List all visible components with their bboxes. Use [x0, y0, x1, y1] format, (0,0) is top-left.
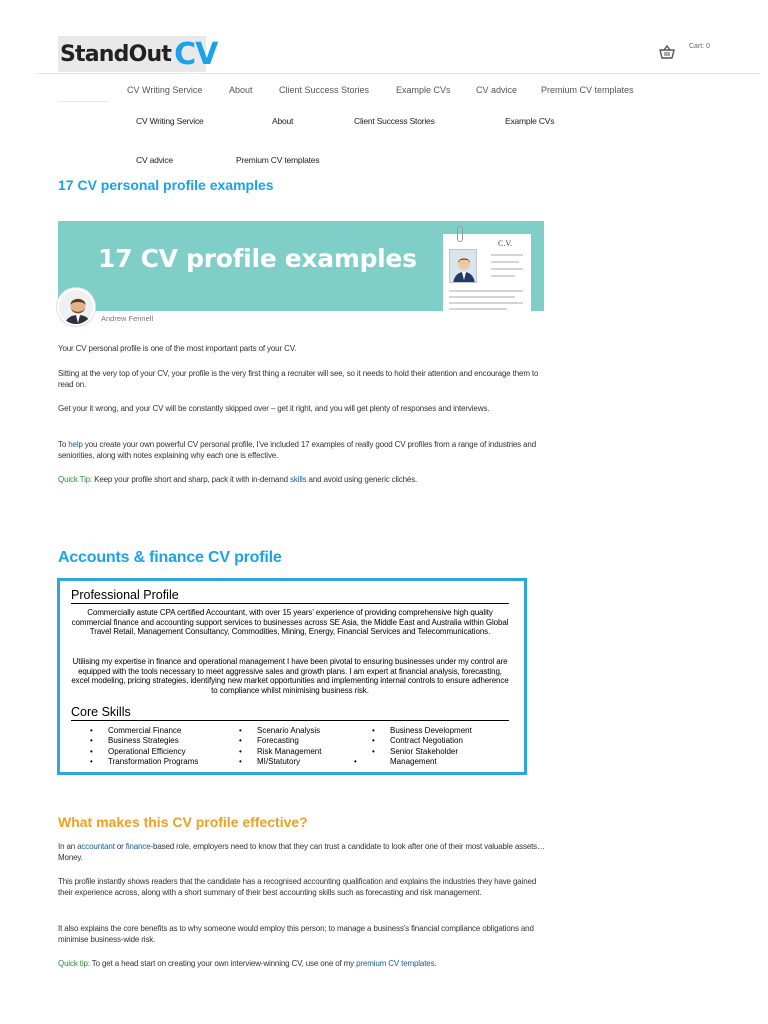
menu-about[interactable]: About — [272, 116, 294, 126]
skills-rule — [71, 720, 509, 721]
menu-cv-advice[interactable]: CV advice — [136, 155, 173, 165]
menu-premium-cv-templates[interactable]: Premium CV templates — [236, 155, 320, 165]
body-paragraph-1: In an accountant or finance-based role, employers need to know that they can trust a candidate to look after one of their most valuable assets… Money. — [58, 842, 545, 862]
skill-item: • MI/Statutory — [257, 757, 300, 767]
skill-item: • Senior Stakeholder — [390, 747, 458, 757]
skill-item: • Scenario Analysis — [257, 726, 320, 736]
menu-cv-writing-service[interactable]: CV Writing Service — [136, 116, 204, 126]
nav-divider — [58, 101, 108, 102]
skill-item: • Operational Efficiency — [108, 747, 186, 757]
body-paragraph-3: It also explains the core benefits as to why someone would employ this person; to manage a business's financial compliance obligations and minimise business-wide risk. — [58, 924, 534, 944]
profile-paragraph-1: Commercially astute CPA certified Accountant, with over 15 years' experience of providing comprehensive high quality commercial finance and accounting support services to businesses across SE Asia, the Middle East and Australia within Global Travel Retail, Management Consultancy, Commodities, Mining, Energy, Financial Services and Telecommunications. — [71, 608, 509, 636]
page-title: 17 CV personal profile examples — [58, 177, 274, 193]
help-link[interactable]: help — [68, 440, 83, 449]
nav-cv-advice[interactable]: CV advice — [476, 85, 518, 95]
accountant-link[interactable]: accountant — [77, 842, 115, 851]
hero-banner — [58, 221, 544, 311]
professional-profile-heading: Professional Profile — [71, 588, 179, 602]
quick-tip-1: Quick Tip: Keep your profile short and sharp, pack it with in-demand skills and avoid using generic clichés. — [58, 475, 418, 484]
body-paragraph-2: This profile instantly shows readers that the candidate has a recognised accounting qualification and explains the industries they have gained their experience across, along with a short summary of their best accounting skills such as forecasting and risk management. — [58, 877, 537, 897]
skill-item: • Commercial Finance — [108, 726, 181, 736]
logo-text-standout: StandOut — [60, 41, 172, 67]
logo-text-cv: CV — [174, 36, 218, 72]
nav-about[interactable]: About — [229, 85, 253, 95]
profile-paragraph-2: Utilising my expertise in finance and operational management I have been pivotal to ensuring businesses under my control are equipped with the tools necessary to meet aggressive sales and growth plans. I am expert at financial analysis, forecasting, excel modeling, pricing strategies, identifying new market opportunities and implementing internal controls to ensure adherence to compliance whilst minimising business risk. — [71, 657, 509, 695]
cv-label: C.V. — [498, 239, 513, 248]
skill-item: • Business Development — [390, 726, 472, 736]
basket-icon[interactable] — [659, 45, 675, 59]
author-avatar — [57, 288, 95, 326]
intro-paragraph-2: Sitting at the very top of your CV, your profile is the very first thing a recruiter will see, so it needs to hold their attention and encourage them to read on. — [58, 369, 539, 389]
nav-example-cvs[interactable]: Example CVs — [396, 85, 451, 95]
cart-link[interactable]: Cart: 0 — [689, 43, 711, 50]
finance-link[interactable]: finance — [125, 842, 151, 851]
skills-link[interactable]: skills — [290, 475, 307, 484]
author-name[interactable]: Andrew Fennell — [101, 314, 154, 323]
quick-tip-label: Quick tip: — [58, 959, 90, 968]
cv-profile-example-image — [57, 578, 527, 775]
nav-client-success-stories[interactable]: Client Success Stories — [279, 85, 370, 95]
cv-photo-illustration — [449, 249, 477, 283]
skill-item: • Contract Negotiation — [390, 736, 463, 746]
nav-cv-writing-service[interactable]: CV Writing Service — [127, 85, 203, 95]
heading-rule — [71, 603, 509, 604]
menu-example-cvs[interactable]: Example CVs — [505, 116, 555, 126]
paperclip-icon — [457, 226, 463, 242]
section-title-accounts-finance: Accounts & finance CV profile — [58, 549, 282, 566]
intro-paragraph-4: To help you create your own powerful CV personal profile, I've included 17 examples of really good CV profiles from a range of industries and seniorities, along with notes explaining why each one is effective. — [58, 440, 537, 460]
quick-tip-label: Quick Tip: — [58, 475, 93, 484]
header-divider — [36, 73, 760, 74]
skill-item: • Business Strategies — [108, 736, 179, 746]
menu-client-success-stories[interactable]: Client Success Stories — [354, 116, 435, 126]
premium-cv-templates-link[interactable]: premium CV templates — [356, 959, 435, 968]
intro-paragraph-1: Your CV personal profile is one of the most important parts of your CV. — [58, 344, 297, 353]
standout-cv-logo[interactable] — [58, 36, 218, 72]
skill-item: • Risk Management — [257, 747, 321, 757]
nav-premium-cv-templates[interactable]: Premium CV templates — [541, 85, 634, 95]
cv-document-illustration — [443, 234, 531, 311]
skill-item: • Forecasting — [257, 736, 299, 746]
banner-title: 17 CV profile examples — [98, 244, 417, 273]
intro-paragraph-3: Get your it wrong, and your CV will be constantly skipped over – get it right, and you will get plenty of responses and interviews. — [58, 404, 490, 413]
core-skills-heading: Core Skills — [71, 705, 131, 719]
skill-item-continued: • Management — [372, 757, 437, 767]
section-subtitle-effective: What makes this CV profile effective? — [58, 814, 308, 830]
skill-item: • Transformation Programs — [108, 757, 198, 767]
quick-tip-2: Quick tip: To get a head start on creating your own interview-winning CV, use one of my premium CV templates. — [58, 959, 437, 968]
